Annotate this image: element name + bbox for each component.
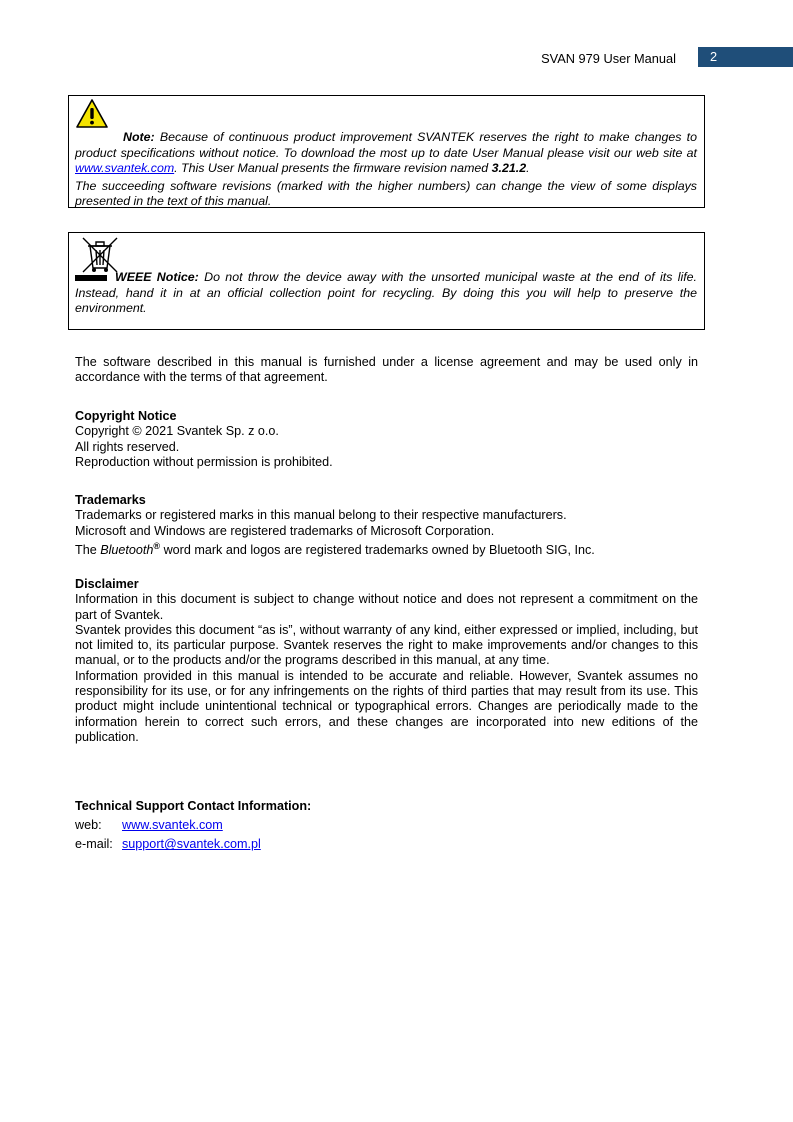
copyright-line-1: Copyright © 2021 Svantek Sp. z o.o. [75,424,279,439]
trademarks-section [75,493,698,558]
bluetooth-brand: Bluetooth [100,543,154,558]
note-text-1: Because of continuous product improvement SVANTEK reserves the right to make changes to product specifications without notice. To download the most up to date User Manual please visit our web site at [75,130,698,160]
note-text-2: . This User Manual presents the firmware revision named [174,161,489,176]
registered-mark: ® [153,540,161,551]
trademarks-line-3-prefix: The [75,543,97,558]
license-section [75,355,698,386]
note-paragraph [75,130,697,177]
note-text-4: The succeeding software revisions (marked with the higher numbers) can change the view of some displays presented in the text of this manual. [75,178,697,209]
disclaimer-heading: Disclaimer [75,577,139,591]
support-web-row [75,816,698,835]
crossed-bin-icon [80,236,120,274]
note-text-3: . [526,161,530,176]
support-email-link[interactable]: support@svantek.com.pl [122,837,261,852]
weee-box [68,232,705,330]
trademarks-line-1: Trademarks or registered marks in this manual belong to their respective manufacturers. [75,508,567,523]
firmware-revision: 3.21.2 [491,161,527,176]
support-web-link[interactable]: www.svantek.com [122,818,223,833]
disclaimer-para-3: Information provided in this manual is intended to be accurate and reliable. However, Svantek assumes no responsibility for its use, or for any infringements on the rights of third parties that may result from its use. This product might include unintentional technical or typographical errors. Changes are periodically made to the information herein to correct such errors, and these changes are incorporated into new editions of the publication. [75,668,698,744]
trademarks-heading: Trademarks [75,493,146,507]
copyright-section [75,409,698,470]
weee-paragraph [75,270,697,317]
disclaimer-para-1: Information in this document is subject to change without notice and does not represent a commitment on the part of Svantek. [75,592,698,622]
weee-label: WEEE Notice: [115,270,199,284]
page-number-badge: 2 [698,47,793,67]
support-email-row [75,835,698,854]
warning-icon [75,98,109,130]
trademarks-line-3-suffix: word mark and logos are registered trademarks owned by Bluetooth SIG, Inc. [163,543,595,558]
license-text: The software described in this manual is furnished under a license agreement and may be used only in accordance with the terms of that agreement. [75,355,698,385]
note-website-link[interactable]: www.svantek.com [75,161,175,176]
note-box [68,95,705,208]
copyright-line-2: All rights reserved. [75,439,180,454]
page-header-title: SVAN 979 User Manual [541,51,676,66]
support-section [75,799,698,854]
note-label: Note: [123,130,155,144]
copyright-line-3: Reproduction without permission is prohibited. [75,454,333,469]
email-label: e-mail: [75,837,113,852]
disclaimer-para-2: Svantek provides this document “as is”, without warranty of any kind, either expressed or implied, including, but not limited to, its particular purpose. Svantek reserves the right to make improvements and/or changes to this manual, or to the products and/or the programs described in this manual, at any time. [75,622,698,668]
copyright-heading: Copyright Notice [75,409,177,423]
trademarks-line-2: Microsoft and Windows are registered trademarks of Microsoft Corporation. [75,523,495,538]
web-label: web: [75,818,102,833]
weee-text: Do not throw the device away with the unsorted municipal waste at the end of its life. Instead, hand it in at an official collection point for recycling. By doing this you will help to preserve the environment. [75,270,697,316]
trademarks-line-3 [75,539,698,558]
support-heading: Technical Support Contact Information: [75,799,312,813]
disclaimer-section [75,577,698,745]
weee-bar [75,275,107,281]
